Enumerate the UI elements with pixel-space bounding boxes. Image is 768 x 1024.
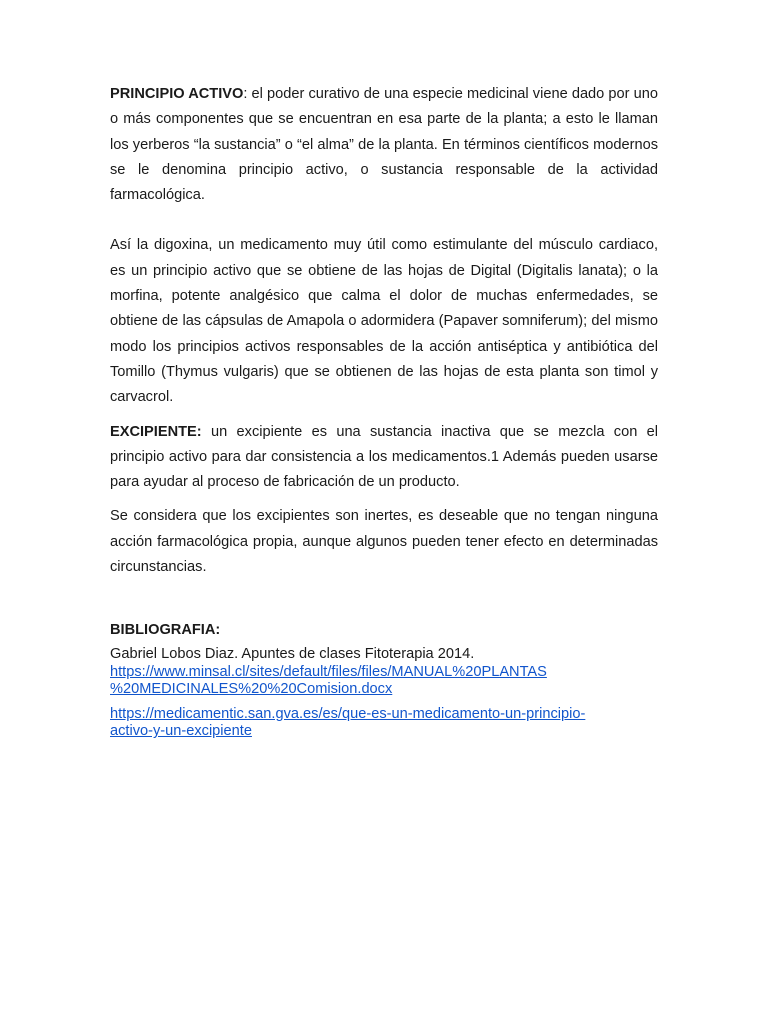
definition-principio-activo: : el poder curativo de una especie medicinal viene dado por uno o más componentes que se encuentran en esa parte de la planta; a esto le llaman los yerberos “la sustancia” o “el alma” de la planta. En términos científicos modernos se le denomina principio activo, o sustancia responsable de la actividad farmacológica. [110, 86, 659, 204]
paragraph-examples [110, 233, 658, 410]
bibliography-link-medicamentic-line1[interactable]: https://medicamentic.san.gva.es/es/que-es-un-medicamento-un-principio- [110, 705, 586, 722]
paragraph-principio-activo [110, 82, 658, 208]
document-page [110, 82, 658, 741]
excipientes-inertes-text: Se considera que los excipientes son inertes, es deseable que no tengan ninguna acción farmacológica propia, aunque algunos pueden tener efecto en determinadas circunstancias. [110, 508, 658, 576]
bibliography-link-medicamentic-line2[interactable]: activo-y-un-excipiente [110, 723, 252, 740]
term-excipiente: EXCIPIENTE: [110, 423, 202, 440]
bibliography-entry [110, 646, 658, 699]
term-principio-activo: PRINCIPIO ACTIVO [110, 86, 244, 102]
paragraph-excipientes-inertes [110, 504, 658, 580]
bibliography-link-minsal-line1[interactable]: https://www.minsal.cl/sites/default/files/files/MANUAL%20PLANTAS [110, 663, 547, 680]
bibliography-link-minsal-line2[interactable]: %20MEDICINALES%20%20Comision.docx [110, 681, 393, 698]
examples-text: Así la digoxina, un medicamento muy útil como estimulante del músculo cardiaco, es un principio activo que se obtiene de las hojas de Digital (Digitalis lanata); o la morfina, potente analgésico que calma el dolor de muchas enfermedades, se obtiene de las cápsulas de Amapola o adormidera (Papaver somniferum); del mismo modo los principios activos responsables de la acción antiséptica y antibiótica del Tomillo (Thymus vulgaris) que se obtienen de las hojas de esta planta son timol y carvacrol. [110, 237, 658, 406]
definition-excipiente: un excipiente es una sustancia inactiva que se mezcla con el principio activo para dar consistencia a los medicamentos.1 Además pueden usarse para ayudar al proceso de fabricación de un producto. [110, 423, 658, 491]
bibliography-link-minsal[interactable] [110, 664, 547, 698]
bibliography-link-medicamentic[interactable] [110, 706, 585, 740]
bibliography-heading: BIBLIOGRAFIA: [110, 622, 221, 639]
bibliography-list [110, 646, 658, 741]
bibliography-entry [110, 706, 658, 741]
bibliography-entry-text: Gabriel Lobos Diaz. Apuntes de clases Fitoterapia 2014. [110, 646, 475, 663]
paragraph-excipiente [110, 420, 658, 496]
